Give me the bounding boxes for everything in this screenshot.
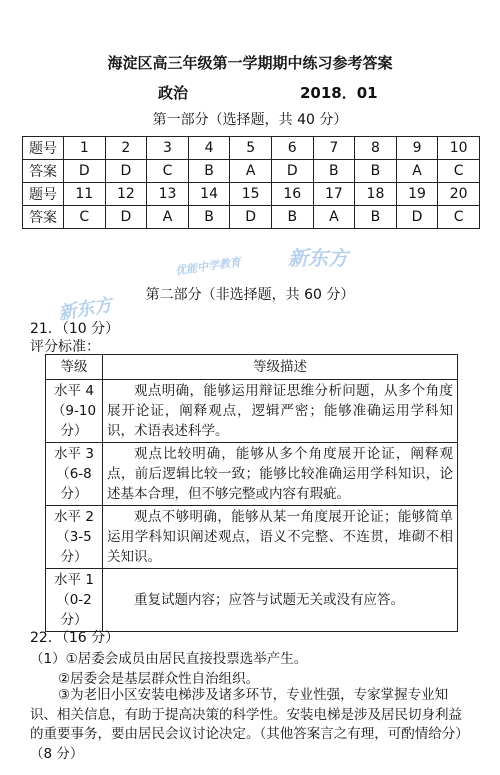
answer-cell: C <box>438 206 480 229</box>
table-row <box>46 506 458 569</box>
question-number: 20 <box>438 183 480 206</box>
watermark-text: 优能中学教育 <box>174 255 242 278</box>
answer-table <box>22 136 480 229</box>
row-label: 题号 <box>23 183 64 206</box>
answer-cell: B <box>188 206 230 229</box>
scoring-table <box>45 354 458 632</box>
answer-cell: C <box>438 160 480 183</box>
answer-cell: D <box>230 206 272 229</box>
subject-label: 政治 <box>158 84 189 102</box>
row-label: 题号 <box>23 137 64 160</box>
table-row <box>46 380 458 443</box>
answer-cell: A <box>396 160 438 183</box>
question-number: 6 <box>271 137 313 160</box>
answer-cell: B <box>313 160 355 183</box>
table-row <box>46 443 458 506</box>
answer-cell: C <box>147 160 189 183</box>
question-number: 7 <box>313 137 355 160</box>
question-number: 9 <box>396 137 438 160</box>
question-number: 19 <box>396 183 438 206</box>
level-cell: 水平 2（3-5分） <box>46 506 103 569</box>
answer-cell: B <box>355 206 397 229</box>
part1-heading: 第一部分（选择题，共 40 分） <box>152 112 348 128</box>
question-number: 15 <box>230 183 272 206</box>
question-number: 17 <box>313 183 355 206</box>
table-row <box>23 206 480 229</box>
question-number: 4 <box>188 137 230 160</box>
scoring-standard-label: 评分标准： <box>30 339 100 355</box>
answer-paragraph: ②居委会是基层群众性自治组织。 <box>58 671 260 687</box>
description-cell: 重复试题内容；应答与试题无关或没有应答。 <box>103 569 458 632</box>
question-number: 13 <box>147 183 189 206</box>
row-label: 答案 <box>23 206 64 229</box>
table-row <box>46 569 458 632</box>
question-number: 14 <box>188 183 230 206</box>
table-row <box>23 183 480 206</box>
question-number: 1 <box>64 137 106 160</box>
answer-cell: B <box>355 160 397 183</box>
level-cell: 水平 4（9-10分） <box>46 380 103 443</box>
question-number: 3 <box>147 137 189 160</box>
table-row <box>23 160 480 183</box>
question-22-title: 22．（16 分） <box>30 630 120 646</box>
answer-cell: B <box>271 206 313 229</box>
part2-heading: 第二部分（非选择题，共 60 分） <box>145 287 355 303</box>
exam-date: 2018．01 <box>300 84 378 102</box>
answer-cell: D <box>396 206 438 229</box>
question-number: 10 <box>438 137 480 160</box>
watermark-logo: 新东方 <box>288 246 348 270</box>
question-number: 12 <box>105 183 147 206</box>
description-cell: 观点不够明确，能够从某一角度展开论证；能够简单运用学科知识阐述观点，语义不完整、不连贯，堆砌不相关知识。 <box>103 506 458 569</box>
answer-cell: D <box>271 160 313 183</box>
answer-cell: D <box>105 206 147 229</box>
answer-cell: A <box>147 206 189 229</box>
question-number: 8 <box>355 137 397 160</box>
column-header-desc: 等级描述 <box>103 355 458 380</box>
table-row <box>23 137 480 160</box>
answer-cell: D <box>105 160 147 183</box>
question-21-title: 21．（10 分） <box>30 321 120 337</box>
answer-paragraph: ③为老旧小区安装电梯涉及诸多环节，专业性强，专家掌握专业知识、相关信息，有助于提高决策的科学性。安装电梯是涉及居民切身利益的重要事务，要由居民会议讨论决定。（其他答案言之有理，可酌情给分）（8 分） <box>30 687 469 762</box>
question-number: 5 <box>230 137 272 160</box>
question-number: 11 <box>64 183 106 206</box>
table-header-row <box>46 355 458 380</box>
description-cell: 观点比较明确，能够从多个角度展开论证，阐释观点，前后逻辑比较一致；能够比较准确运用学科知识，论述基本合理，但不够完整或内容有瑕疵。 <box>103 443 458 506</box>
level-cell: 水平 3（6-8分） <box>46 443 103 506</box>
answer-cell: B <box>188 160 230 183</box>
answer-cell: D <box>64 160 106 183</box>
answer-cell: A <box>313 206 355 229</box>
watermark-logo: 新东方 <box>56 294 114 325</box>
question-number: 16 <box>271 183 313 206</box>
description-cell: 观点明确，能够运用辩证思维分析问题，从多个角度展开论证，阐释观点，逻辑严密；能够准确运用学科知识，术语表述科学。 <box>103 380 458 443</box>
answer-cell: A <box>230 160 272 183</box>
column-header-level: 等级 <box>46 355 103 380</box>
answer-cell: C <box>64 206 106 229</box>
question-number: 2 <box>105 137 147 160</box>
row-label: 答案 <box>23 160 64 183</box>
page-title: 海淀区高三年级第一学期期中练习参考答案 <box>107 54 393 72</box>
level-cell: 水平 1（0-2分） <box>46 569 103 632</box>
answer-paragraph: （1）①居委会成员由居民直接投票选举产生。 <box>30 651 308 667</box>
question-number: 18 <box>355 183 397 206</box>
